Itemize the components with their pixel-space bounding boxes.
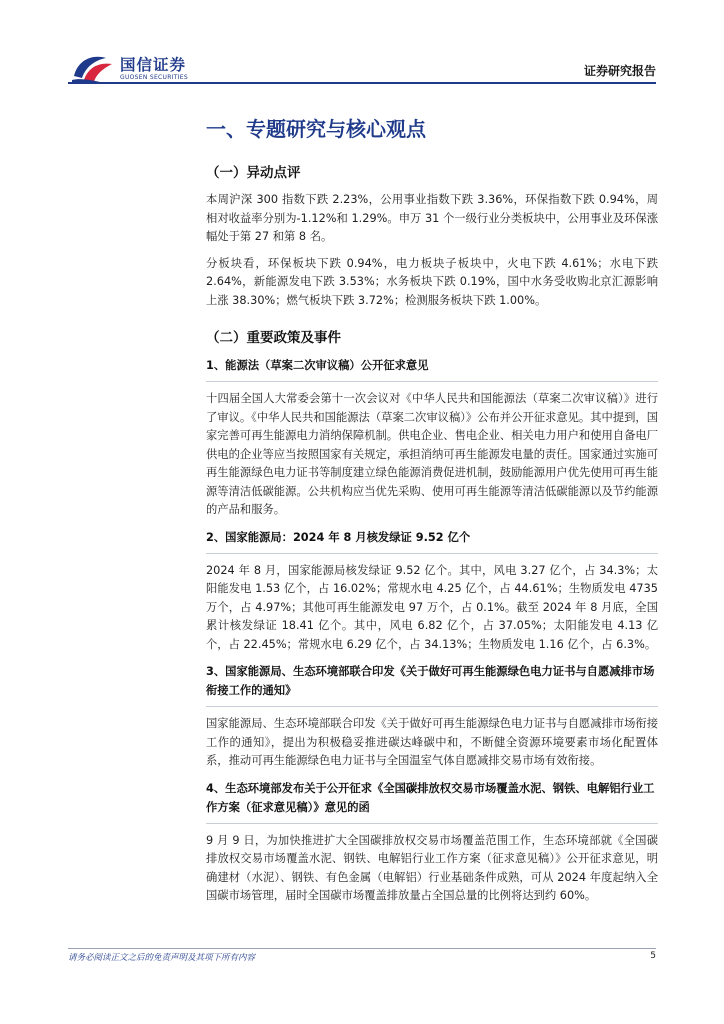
page-number: 5 [650,951,656,961]
paragraph: 本周沪深 300 指数下跌 2.23%，公用事业指数下跌 3.36%，环保指数下跌 0.94%，周相对收益率分别为-1.12%和 1.29%。申万 31 个一级行业分类板块中，公用事业及环保涨幅处于第 27 和第 8 名。 [206,193,658,243]
policy-item-title: 4、生态环境部发布关于公开征求《全国碳排放权交易市场覆盖水泥、钢铁、电解铝行业工作方案（征求意见稿）》意见的函 [206,781,655,814]
policy-item-title: 2、国家能源局：2024 年 8 月核发绿证 9.52 亿个 [206,530,471,544]
policy-item [206,779,658,906]
item-divider [206,553,658,554]
page-header [0,0,724,90]
header-divider [68,82,656,84]
policy-item-body: 9 月 9 日，为加快推进扩大全国碳排放权交易市场覆盖范围工作，生态环境部就《全国碳排放权交易市场覆盖水泥、钢铁、电解铝行业工作方案（征求意见稿）》公开征求意见，明确建材（水泥）、钢铁、有色金属（电解铝）行业基础条件成熟，可从 2024 年度起纳入全国碳市场管理，届时全国碳市场覆盖排放量占全国总量的比例将达到约 60%。 [206,833,658,902]
policy-item-body: 国家能源局、生态环境部联合印发《关于做好可再生能源绿色电力证书与自愿减排市场衔接工作的通知》，提出为积极稳妥推进碳达峰碳中和，不断健全资源环境要素市场化配置体系，推动可再生能源绿色电力证书与全国温室气体自愿减排交易市场有效衔接。 [206,717,658,767]
main-content [206,115,658,914]
paragraph: 分板块看，环保板块下跌 0.94%，电力板块子板块中，火电下跌 4.61%；水电下跌 2.64%，新能源发电下跌 3.53%；水务板块下跌 0.19%，国中水务受收购北京汇源影响上涨 38.30%；燃气板块下跌 3.72%；检测服务板块下跌 1.00%。 [206,256,658,307]
policy-item-body: 十四届全国人大常委会第十一次会议对《中华人民共和国能源法（草案二次审议稿）》进行了审议。《中华人民共和国能源法（草案二次审议稿）》公布并公开征求意见。其中提到，国家完善可再生能源电力消纳保障机制。供电企业、售电企业、相关电力用户和使用自备电厂供电的企业等应当按照国家有关规定，承担消纳可再生能源发电量的责任。国家通过实施可再生能源绿色电力证书等制度建立绿色能源消费促进机制，鼓励能源用户优先使用可再生能源等清洁低碳能源。公共机构应当优先采购、使用可再生能源等清洁低碳能源以及节约能源的产品和服务。 [206,392,658,516]
subsection-title-market: （一）异动点评 [206,165,301,181]
disclaimer-text: 请务必阅读正文之后的免责声明及其项下所有内容 [68,953,256,963]
logo-text-en: GUOSEN SECURITIES [120,74,189,81]
report-type-label: 证券研究报告 [583,64,656,78]
company-logo [70,50,210,90]
policy-item [206,662,658,771]
item-divider [206,823,658,824]
item-divider [206,381,658,382]
logo-text-cn: 国信证券 [120,56,187,74]
policy-item [206,528,658,655]
subsection-title-policy: （二）重要政策及事件 [206,330,341,346]
policy-item-title: 3、国家能源局、生态环境部联合印发《关于做好可再生能源绿色电力证书与自愿减排市场衔接工作的通知》 [206,665,655,697]
footer-divider [68,948,656,949]
policy-item-body: 2024 年 8 月，国家能源局核发绿证 9.52 亿个。其中，风电 3.27 亿个，占 34.3%；太阳能发电 1.53 亿个，占 16.02%；常规水电 4.25 亿个，占 44.61%；生物质发电 4735 万个，占 4.97%；其他可再生能源发电 97 万个，占 0.1%。截至 2024 年 8 月底，全国累计核发绿证 18.41 亿个。其中，风电 6.82 亿个，占 37.05%；太阳能发电 4.13 亿个，占 22.45%；常规水电 6.29 亿个，占 34.13%；生物质发电 1.16 亿个，占 6.3%。 [206,563,658,651]
policy-item-title: 1、能源法（草案二次审议稿）公开征求意见 [206,359,429,372]
section-title: 一、专题研究与核心观点 [206,117,426,141]
item-divider [206,706,658,707]
guosen-logo-icon [70,50,114,84]
policy-item [206,356,658,520]
